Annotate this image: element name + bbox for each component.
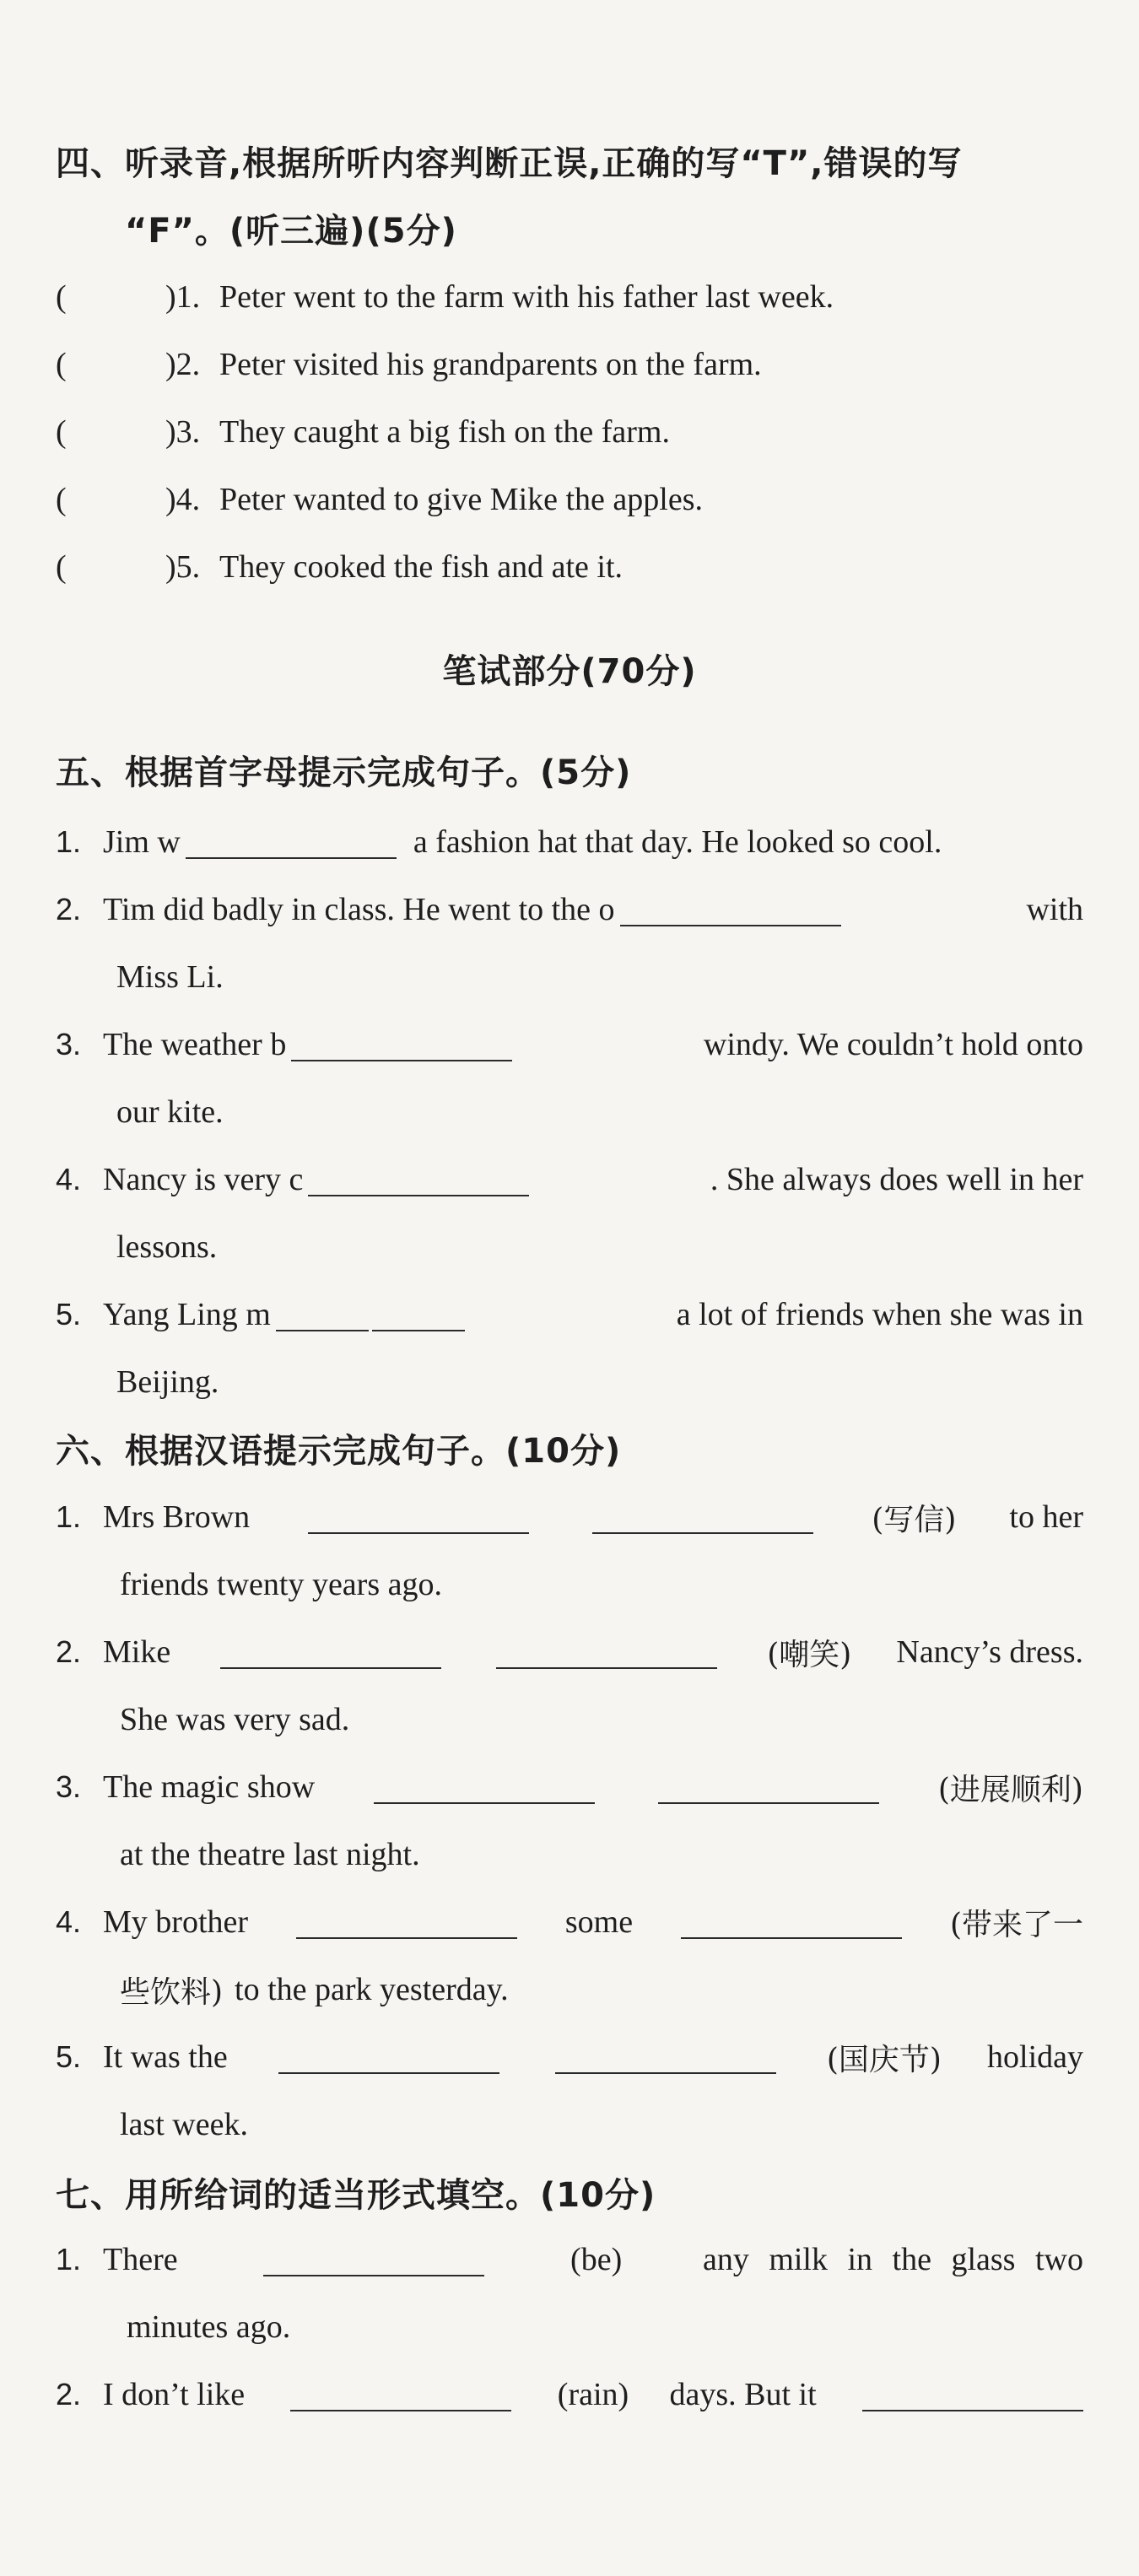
item-text-after: Nancy’s dress.	[896, 1634, 1083, 1670]
answer-blank[interactable]	[220, 1635, 441, 1669]
section4-title-line1: 四、听录音,根据所听内容判断正误,正确的写“T”,错误的写	[56, 143, 963, 183]
chinese-hint: (写信)	[872, 1502, 957, 1537]
answer-blank[interactable]	[186, 825, 397, 859]
word-hint: (be)	[570, 2242, 623, 2277]
item-text-after: windy. We couldn’t hold onto	[703, 1027, 1083, 1062]
section5-title-text: 五、根据首字母提示完成句子。(5分)	[56, 753, 632, 792]
answer-paren: (	[56, 279, 67, 315]
answer-blank[interactable]	[308, 1500, 529, 1534]
section5-item-4	[56, 1146, 1083, 1213]
item-number: )2.	[165, 347, 201, 382]
item-text-before: Jim w	[103, 824, 181, 860]
answer-blank[interactable]	[278, 2040, 499, 2074]
answer-blank[interactable]	[658, 1770, 879, 1804]
section5-item-1	[56, 808, 1083, 876]
answer-blank[interactable]	[374, 1770, 595, 1804]
answer-blank[interactable]	[372, 1298, 465, 1331]
answer-blank[interactable]	[555, 2040, 776, 2074]
section6-title	[56, 1414, 1083, 1482]
section6-item-3-cont	[120, 1821, 1139, 1888]
item-number: 3.	[56, 1769, 82, 1804]
section5-item-3	[56, 1011, 1083, 1078]
section6-title-text: 六、根据汉语提示完成句子。(10分)	[56, 1431, 622, 1471]
section7-title-text: 七、用所给词的适当形式填空。(10分)	[56, 2175, 656, 2215]
item-text-continued: Beijing.	[116, 1364, 219, 1400]
item-number: 5.	[56, 1297, 82, 1331]
chinese-hint: (带来了一	[949, 1907, 1083, 1942]
section5-item-2-cont	[116, 943, 1139, 1011]
chinese-hint: (嘲笑)	[767, 1637, 852, 1672]
item-text: They cooked the fish and ate it.	[219, 549, 623, 585]
section6-item-5-cont	[120, 2091, 1139, 2158]
section4-item-4	[56, 466, 1083, 533]
answer-blank[interactable]	[862, 2378, 1083, 2411]
section6-item-5	[56, 2023, 1083, 2091]
section5-item-5	[56, 1281, 1083, 1348]
section6-item-3	[56, 1753, 1083, 1821]
item-text-after: to her	[1009, 1499, 1083, 1535]
chinese-hint-continued: 些饮料)	[120, 1974, 224, 2010]
section7-title	[56, 2158, 1083, 2226]
chinese-hint: (国庆节)	[826, 2042, 942, 2077]
section5-item-2	[56, 876, 1083, 943]
section6-item-2	[56, 1618, 1083, 1686]
section5-title	[56, 736, 1083, 803]
item-number: 2.	[56, 2377, 82, 2411]
written-part-title-text: 笔试部分(70分)	[442, 651, 697, 691]
item-number: )3.	[165, 414, 201, 450]
section4-item-2	[56, 331, 1083, 398]
item-text-before: Mike	[103, 1634, 171, 1670]
item-text-before: Yang Ling m	[103, 1297, 271, 1332]
answer-blank[interactable]	[496, 1635, 717, 1669]
section4-title-line2: “F”。(听三遍)(5分)	[125, 211, 457, 251]
item-text-after: . She always does well in her	[710, 1162, 1083, 1197]
answer-paren: (	[56, 414, 67, 450]
answer-blank[interactable]	[308, 1163, 529, 1196]
item-text: Peter wanted to give Mike the apples.	[219, 482, 704, 517]
item-text-before: I don’t like	[103, 2377, 246, 2412]
item-text-continued: our kite.	[116, 1094, 224, 1130]
item-text-continued: lessons.	[116, 1229, 218, 1265]
written-part-title	[0, 635, 1139, 702]
item-text-after: a fashion hat that day. He looked so cool.	[413, 824, 942, 860]
item-text-after: days. But it	[669, 2377, 817, 2412]
answer-blank[interactable]	[620, 893, 841, 926]
item-text-before: Nancy is very c	[103, 1162, 304, 1197]
item-number: 3.	[56, 1027, 82, 1061]
item-number: 5.	[56, 2039, 82, 2074]
item-number: 2.	[56, 892, 82, 926]
section7-item-1	[56, 2226, 1083, 2293]
item-number: 1.	[56, 824, 82, 859]
chinese-hint: (进展顺利)	[937, 1772, 1083, 1807]
section4-item-3	[56, 398, 1083, 466]
section4-title	[56, 127, 1083, 194]
section5-item-4-cont	[116, 1213, 1139, 1281]
item-text-before: It was the	[103, 2039, 228, 2075]
item-text: Peter went to the farm with his father last week.	[219, 279, 834, 315]
item-text: They caught a big fish on the farm.	[219, 414, 670, 450]
item-text-continued: at the theatre last night.	[120, 1837, 420, 1872]
section6-item-4-cont	[120, 1956, 1139, 2023]
section6-item-4	[56, 1888, 1083, 1956]
answer-paren: (	[56, 347, 67, 382]
item-text-before: The magic show	[103, 1769, 316, 1805]
item-text-before: Tim did badly in class. He went to the o	[103, 892, 615, 927]
section6-item-2-cont	[120, 1686, 1139, 1753]
answer-blank[interactable]	[592, 1500, 813, 1534]
section5-item-3-cont	[116, 1078, 1139, 1146]
section7-item-2	[56, 2361, 1083, 2428]
item-text-continued: She was very sad.	[120, 1702, 350, 1737]
answer-blank[interactable]	[681, 1905, 902, 1939]
section4-item-1	[56, 263, 1083, 331]
item-number: 1.	[56, 1499, 82, 1534]
item-number: 1.	[56, 2242, 82, 2276]
item-text-continued: last week.	[120, 2107, 248, 2142]
item-text-after: any milk in the glass two	[702, 2242, 1083, 2277]
item-number: 4.	[56, 1162, 82, 1196]
answer-blank[interactable]	[290, 2378, 511, 2411]
answer-paren: (	[56, 482, 67, 517]
answer-blank[interactable]	[263, 2243, 484, 2276]
item-text-continued: to the park yesterday.	[235, 1972, 509, 2007]
section4-item-5	[56, 533, 1083, 601]
section6-item-1	[56, 1483, 1083, 1551]
item-text-continued: friends twenty years ago.	[120, 1567, 442, 1602]
answer-blank[interactable]	[276, 1298, 369, 1331]
section4-title-cont	[125, 194, 1078, 262]
item-text-before: My brother	[103, 1904, 249, 1940]
section5-item-5-cont	[116, 1348, 1139, 1416]
item-text-before: Mrs Brown	[103, 1499, 251, 1535]
section7-item-1-cont	[127, 2293, 1139, 2361]
item-text-before: There	[103, 2242, 178, 2277]
item-text-middle: some	[564, 1904, 634, 1940]
word-hint: (rain)	[557, 2377, 629, 2412]
item-number: )1.	[165, 279, 201, 315]
item-number: 2.	[56, 1634, 82, 1669]
item-text-continued: Miss Li.	[116, 959, 224, 995]
answer-paren: (	[56, 549, 67, 585]
item-text-after: with	[1026, 892, 1083, 927]
item-number: )4.	[165, 482, 201, 517]
item-text-continued: minutes ago.	[127, 2309, 291, 2345]
answer-blank[interactable]	[296, 1905, 517, 1939]
item-text-before: The weather b	[103, 1027, 287, 1062]
section6-item-1-cont	[120, 1551, 1139, 1618]
item-text: Peter visited his grandparents on the farm.	[219, 347, 762, 382]
item-text-after: holiday	[987, 2039, 1083, 2075]
item-number: )5.	[165, 549, 201, 585]
item-number: 4.	[56, 1904, 82, 1939]
answer-blank[interactable]	[291, 1028, 512, 1061]
item-text-after: a lot of friends when she was in	[676, 1297, 1083, 1332]
